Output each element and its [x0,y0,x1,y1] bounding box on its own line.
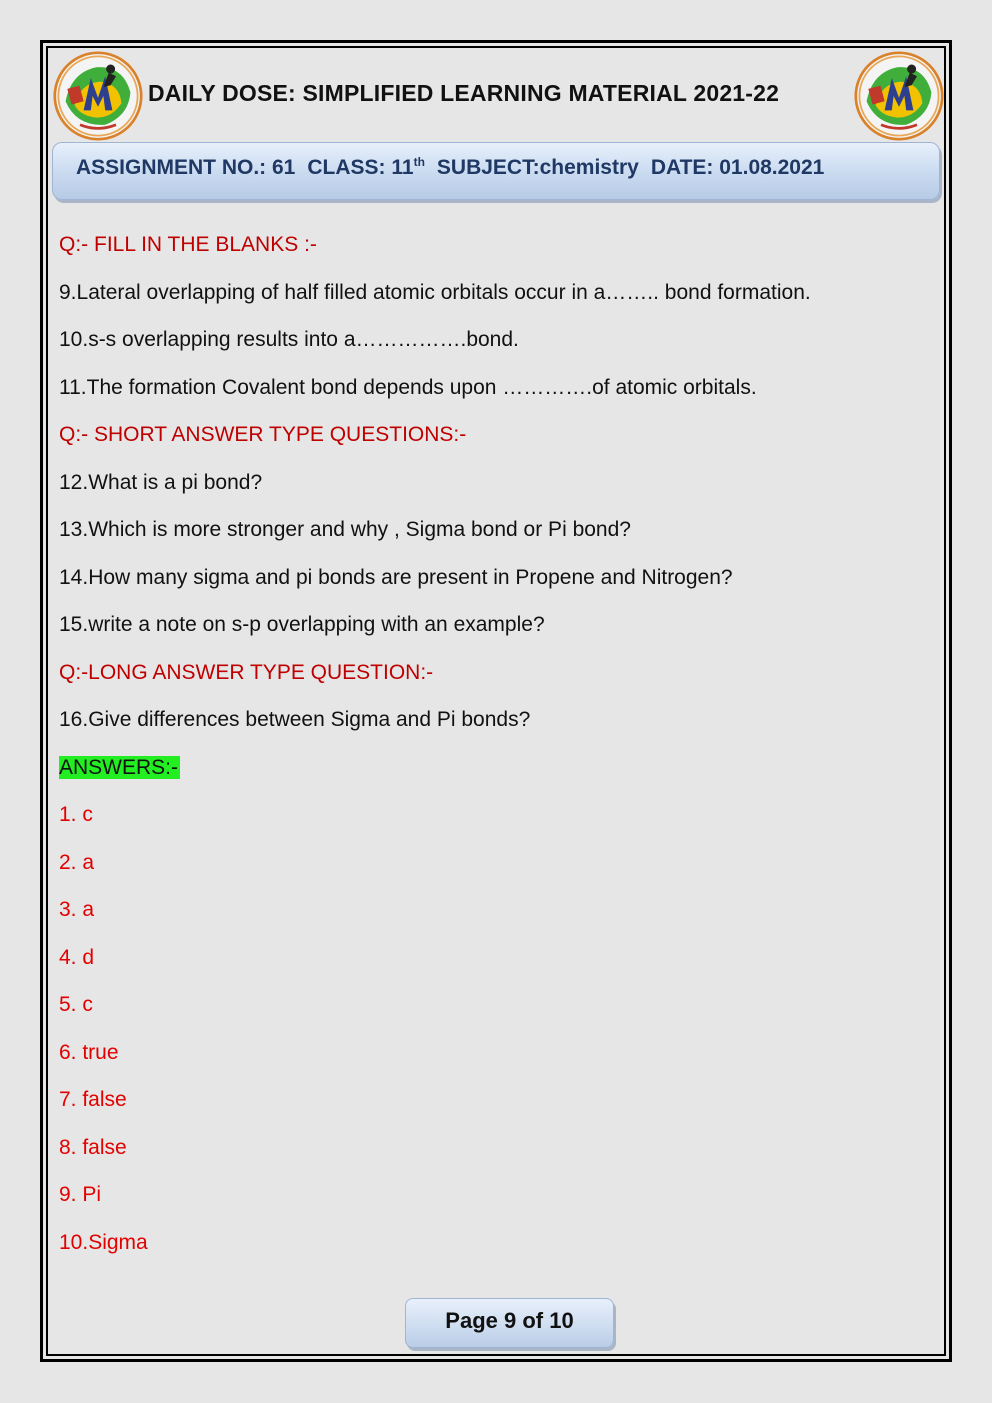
question-item: 10.s-s overlapping results into a…………….bond. [59,328,519,351]
class-superscript: th [413,155,425,169]
question-item: 15.write a note on s-p overlapping with an example? [59,613,545,636]
answer-item: 6. true [59,1041,119,1064]
question-item: 12.What is a pi bond? [59,471,263,494]
answer-item: 3. a [59,898,95,921]
assignment-info [76,155,824,180]
answer-item: 5. c [59,993,93,1016]
page-number: Page 9 of 10 [445,1308,574,1333]
answer-item: 8. false [59,1136,127,1159]
answers-heading [59,756,180,780]
answer-item: 10.Sigma [59,1231,148,1254]
document-title: DAILY DOSE: SIMPLIFIED LEARNING MATERIAL 2021-22 [148,80,780,106]
answer-item: 7. false [59,1088,127,1111]
fill-blanks-heading: Q:- FILL IN THE BLANKS :- [59,233,317,256]
school-emblem-logo-left [53,51,143,141]
assignment-number: ASSIGNMENT NO.: 61 [76,156,296,179]
class-label: CLASS: 11 [307,156,414,179]
question-item: 14.How many sigma and pi bonds are present in Propene and Nitrogen? [59,566,733,589]
answer-item: 4. d [59,946,95,969]
school-emblem-logo-right [854,51,944,141]
answer-item: 9. Pi [59,1183,102,1206]
question-item: 16.Give differences between Sigma and Pi bonds? [59,708,531,731]
date-label: DATE: 01.08.2021 [650,156,825,179]
long-answer-heading: Q:-LONG ANSWER TYPE QUESTION:- [59,661,434,684]
question-item: 13.Which is more stronger and why , Sigma bond or Pi bond? [59,518,631,541]
subject-label: SUBJECT:chemistry [436,156,639,179]
answer-item: 1. c [59,803,93,826]
short-answer-heading: Q:- SHORT ANSWER TYPE QUESTIONS:- [59,423,467,446]
answers-heading-label: ANSWERS:- [59,756,179,779]
answer-item: 2. a [59,851,95,874]
question-item: 11.The formation Covalent bond depends upon ………….of atomic orbitals. [59,376,757,399]
question-item: 9.Lateral overlapping of half filled atomic orbitals occur in a…….. bond formation. [59,281,811,304]
